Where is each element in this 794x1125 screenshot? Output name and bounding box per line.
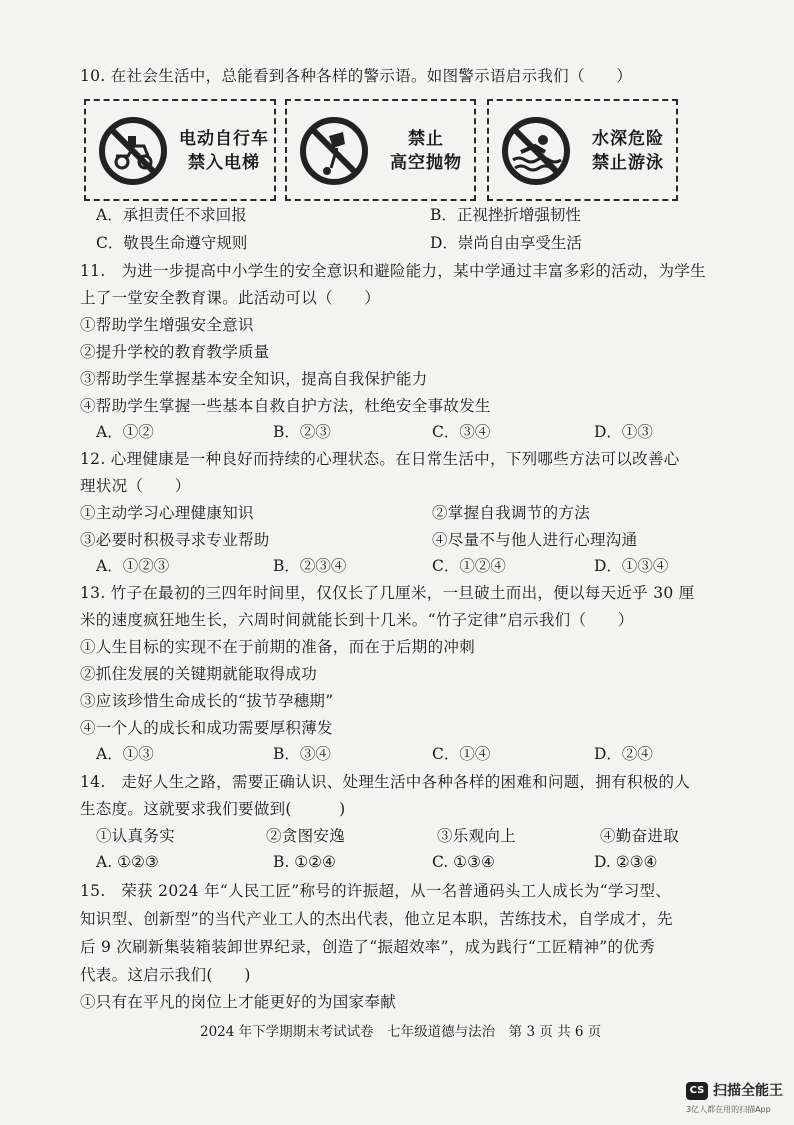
q12-statement-4: ④尽量不与他人进行心理沟通	[432, 531, 638, 549]
q13-statement-2: ②抓住发展的关键期就能取得成功	[80, 665, 318, 683]
q14-statement-1: ①认真务实	[96, 827, 176, 845]
sign-line1: 禁止	[408, 129, 444, 149]
q11-stem-line1: 11. 为进一步提高中小学生的安全意识和避险能力，某中学通过丰富多彩的活动，为学生	[80, 262, 706, 280]
q12-stem-line1: 12. 心理健康是一种良好而持续的心理状态。在日常生活中，下列哪些方法可以改善心	[80, 450, 680, 468]
scanner-logo	[686, 1082, 786, 1122]
q11-stem-line2: 上了一堂安全教育课。此活动可以（ ）	[80, 289, 381, 307]
q14-option-b: B. ①②④	[273, 853, 336, 871]
no-throwing-icon	[299, 116, 369, 186]
q15-stem-line2: 知识型、创新型”的当代产业工人的杰出代表，他立足本职，苦练技术，自学成才，先	[80, 910, 673, 928]
no-swimming-icon	[501, 116, 571, 186]
q15-stem-line4: 代表。这启示我们( )	[80, 966, 251, 984]
q15-stem-line1: 15. 荣获 2024 年“人民工匠”称号的许振超，从一名普通码头工人成长为“学习型、	[80, 882, 672, 900]
q13-statement-4: ④一个人的成长和成功需要厚积薄发	[80, 719, 333, 737]
q11-option-b: B．②③	[273, 423, 331, 441]
q11-statement-3: ③帮助学生掌握基本安全知识，提高自我保护能力	[80, 370, 428, 388]
q14-stem-line1: 14. 走好人生之路，需要正确认识、处理生活中各种各样的困难和问题，拥有积极的人	[80, 773, 691, 791]
q13-option-c: C．①④	[432, 745, 491, 763]
q13-statement-3: ③应该珍惜生命成长的“拔节孕穗期”	[80, 692, 334, 710]
sign-line2: 禁入电梯	[188, 153, 260, 173]
q10-option-d: D．崇尚自由享受生活	[430, 234, 582, 252]
scanner-app-name: 扫描全能王	[713, 1083, 783, 1099]
q10-option-a: A．承担责任不求回报	[96, 206, 247, 224]
q13-stem-line2: 米的速度疯狂地生长，六周时间就能长到十几米。“竹子定律”启示我们（ ）	[80, 611, 634, 629]
q13-option-d: D．②④	[594, 745, 653, 763]
q12-statement-2: ②掌握自我调节的方法	[432, 504, 591, 522]
q13-option-b: B．③④	[273, 745, 331, 763]
q12-option-d: D．①③④	[594, 557, 669, 575]
q12-statement-1: ①主动学习心理健康知识	[80, 504, 254, 522]
q12-option-b: B．②③④	[273, 557, 347, 575]
q10-stem: 10. 在社会生活中，总能看到各种各样的警示语。如图警示语启示我们（ ）	[80, 67, 633, 85]
q11-option-c: C．③④	[432, 423, 491, 441]
q12-statement-3: ③必要时积极寻求专业帮助	[80, 531, 270, 549]
sign-text-ebike	[176, 127, 272, 175]
q12-stem-line2: 理状况（ ）	[80, 477, 191, 495]
q15-stem-line3: 后 9 次刷新集装箱装卸世界纪录，创造了“振超效率”，成为践行“工匠精神”的优秀	[80, 938, 655, 956]
q11-statement-4: ④帮助学生掌握一些基本自救自护方法，杜绝安全事故发生	[80, 397, 491, 415]
q11-option-d: D．①③	[594, 423, 653, 441]
warning-sign-ebike	[84, 99, 276, 201]
q14-option-d: D. ②③④	[594, 853, 658, 871]
no-ebike-elevator-icon	[98, 116, 168, 186]
q10-option-c: C．敬畏生命遵守规则	[96, 234, 248, 252]
q15-statement-1: ①只有在平凡的岗位上才能更好的为国家奉献	[80, 993, 397, 1011]
warning-sign-swimming	[487, 99, 678, 201]
cs-logo-icon: CS	[686, 1082, 708, 1100]
q14-stem-line2: 生态度。这就要求我们要做到( )	[80, 800, 346, 818]
sign-line1: 水深危险	[592, 129, 664, 149]
q11-option-a: A．①②	[96, 423, 154, 441]
q13-stem-line1: 13. 竹子在最初的三四年时间里，仅仅长了几厘米，一旦破土而出，便以每天近乎 30 厘	[80, 584, 695, 602]
q12-option-a: A．①②③	[96, 557, 170, 575]
sign-line1: 电动自行车	[179, 129, 269, 149]
q14-option-a: A. ①②③	[96, 853, 159, 871]
sign-line2: 高空抛物	[390, 153, 462, 173]
warning-sign-throwing	[285, 99, 476, 201]
sign-line2: 禁止游泳	[592, 153, 664, 173]
sign-text-throwing	[379, 127, 473, 175]
sign-text-swimming	[581, 127, 675, 175]
q11-statement-2: ②提升学校的教育教学质量	[80, 343, 270, 361]
q10-option-b: B．正视挫折增强韧性	[430, 206, 581, 224]
q14-statement-4: ④勤奋进取	[600, 827, 680, 845]
q11-statement-1: ①帮助学生增强安全意识	[80, 316, 254, 334]
page-footer: 2024 年下学期期末考试试卷 七年级道德与法治 第 3 页 共 6 页	[200, 1024, 602, 1040]
q14-option-c: C. ①③④	[432, 853, 495, 871]
q13-statement-1: ①人生目标的实现不在于前期的准备，而在于后期的冲刺	[80, 638, 476, 656]
scanner-tagline: 3亿人都在用的扫描App	[686, 1105, 771, 1114]
q14-statement-2: ②贪图安逸	[266, 827, 346, 845]
q14-statement-3: ③乐观向上	[437, 827, 517, 845]
q12-option-c: C．①②④	[432, 557, 506, 575]
q13-option-a: A．①③	[96, 745, 154, 763]
